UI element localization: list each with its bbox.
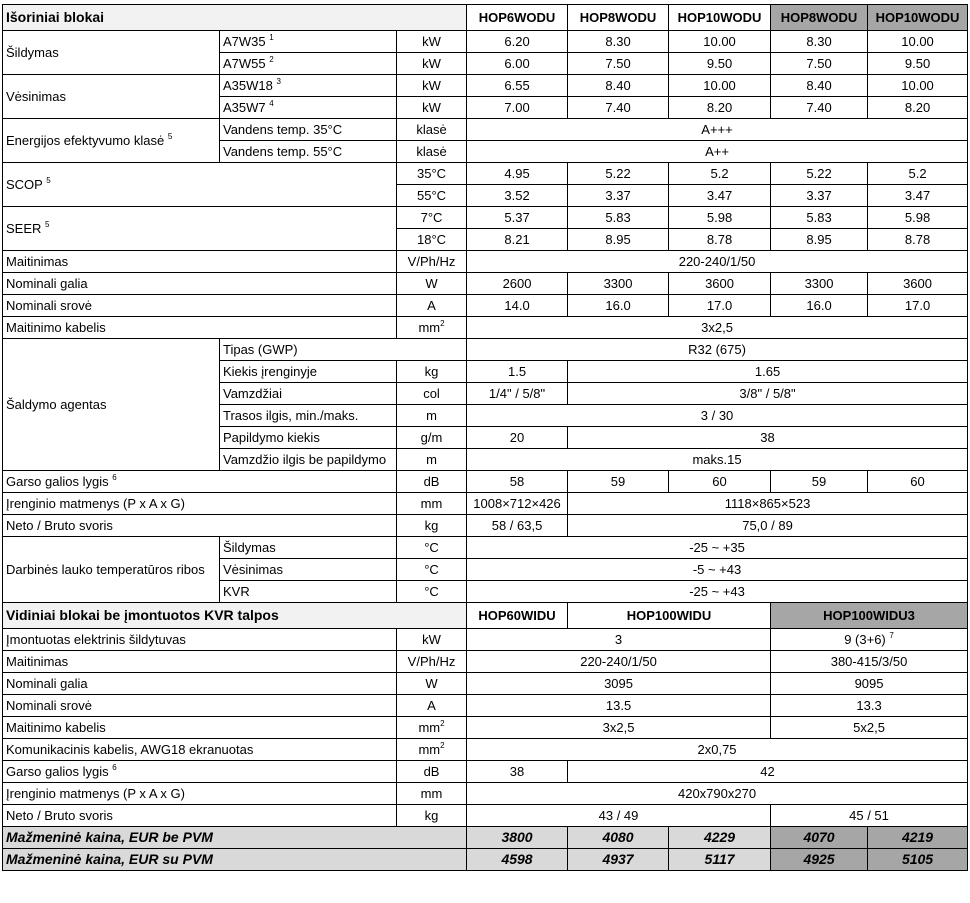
price-label: Mažmeninė kaina, EUR be PVM — [3, 827, 467, 849]
value-cell: 13.5 — [467, 695, 771, 717]
value-cell: 5.22 — [568, 163, 669, 185]
value-cell: 9.50 — [868, 53, 968, 75]
price-value: 5105 — [868, 849, 968, 871]
unit-cell: $mm^2$ — [397, 717, 467, 739]
row-label: Komunikacinis kabelis, AWG18 ekranuotas — [3, 739, 397, 761]
table-row — [3, 673, 968, 695]
table-row — [3, 629, 968, 651]
price-value: 4229 — [669, 827, 771, 849]
value-cell: 38 — [568, 427, 968, 449]
unit-cell: 55°C — [397, 185, 467, 207]
value-cell: 60 — [868, 471, 968, 493]
scop-label: SCOP $^5$ — [3, 163, 397, 207]
outdoor-model-2: HOP8WODU — [568, 5, 669, 31]
value-cell: 1008×712×426 — [467, 493, 568, 515]
row-label: Nominali galia — [3, 673, 397, 695]
value-cell: A++ — [467, 141, 968, 163]
value-cell: 5.2 — [868, 163, 968, 185]
value-cell: 1.5 — [467, 361, 568, 383]
price-row-with-vat — [3, 849, 968, 871]
value-cell: -25 ~ +43 — [467, 581, 968, 603]
price-value: 4219 — [868, 827, 968, 849]
unit-cell: W — [397, 273, 467, 295]
unit-cell: 35°C — [397, 163, 467, 185]
table-row — [3, 651, 968, 673]
table-row — [3, 761, 968, 783]
value-cell: 7.00 — [467, 97, 568, 119]
value-cell: 42 — [568, 761, 968, 783]
value-cell: 58 — [467, 471, 568, 493]
condition-cell: Vamzdžio ilgis be papildymo — [220, 449, 397, 471]
unit-cell: kW — [397, 53, 467, 75]
seer-label: SEER $^5$ — [3, 207, 397, 251]
table-row — [3, 339, 968, 361]
condition-cell: KVR — [220, 581, 397, 603]
unit-cell: A — [397, 695, 467, 717]
unit-cell: kg — [397, 805, 467, 827]
table-row — [3, 119, 968, 141]
value-cell: 5.37 — [467, 207, 568, 229]
value-cell: 3 — [467, 629, 771, 651]
table-row — [3, 163, 968, 185]
value-cell: 3095 — [467, 673, 771, 695]
condition-cell: Vamzdžiai — [220, 383, 397, 405]
table-row — [3, 251, 968, 273]
value-cell: 10.00 — [868, 31, 968, 53]
value-cell: 4.95 — [467, 163, 568, 185]
value-cell: 5x2,5 — [771, 717, 968, 739]
value-cell: 5.22 — [771, 163, 868, 185]
table-row — [3, 805, 968, 827]
unit-cell: kW — [397, 75, 467, 97]
value-cell: 9.50 — [669, 53, 771, 75]
unit-cell: °C — [397, 581, 467, 603]
value-cell: 5.98 — [868, 207, 968, 229]
value-cell: 9 (3+6) $^7$ — [771, 629, 968, 651]
value-cell: 420x790x270 — [467, 783, 968, 805]
unit-cell: $mm^2$ — [397, 739, 467, 761]
value-cell: 10.00 — [868, 75, 968, 97]
unit-cell: $mm^2$ — [397, 317, 467, 339]
table-row — [3, 515, 968, 537]
value-cell: 59 — [771, 471, 868, 493]
row-label: Įrenginio matmenys (P x A x G) — [3, 493, 397, 515]
value-cell: 3.37 — [771, 185, 868, 207]
row-label: Nominali galia — [3, 273, 397, 295]
value-cell: 20 — [467, 427, 568, 449]
row-label: Maitinimas — [3, 651, 397, 673]
unit-cell: kW — [397, 629, 467, 651]
value-cell: 43 / 49 — [467, 805, 771, 827]
condition-cell: Vandens temp. 55°C — [220, 141, 397, 163]
value-cell: 14.0 — [467, 295, 568, 317]
value-cell: 5.98 — [669, 207, 771, 229]
value-cell: 7.40 — [771, 97, 868, 119]
unit-cell: kW — [397, 97, 467, 119]
condition-cell: Trasos ilgis, min./maks. — [220, 405, 397, 427]
table-row — [3, 317, 968, 339]
value-cell: 3300 — [771, 273, 868, 295]
condition-cell: Vandens temp. 35°C — [220, 119, 397, 141]
value-cell: 6.20 — [467, 31, 568, 53]
unit-cell: dB — [397, 761, 467, 783]
table-row — [3, 75, 968, 97]
unit-cell: m — [397, 449, 467, 471]
value-cell: 8.78 — [669, 229, 771, 251]
value-cell: R32 (675) — [467, 339, 968, 361]
value-cell: 220-240/1/50 — [467, 651, 771, 673]
value-cell: 5.83 — [568, 207, 669, 229]
heating-label: Šildymas — [3, 31, 220, 75]
price-value: 5117 — [669, 849, 771, 871]
table-row — [3, 273, 968, 295]
value-cell: 3600 — [868, 273, 968, 295]
indoor-model-2: HOP100WIDU — [568, 603, 771, 629]
outdoor-section-title: Išoriniai blokai — [3, 5, 467, 31]
indoor-model-3: HOP100WIDU3 — [771, 603, 968, 629]
row-label: Įrenginio matmenys (P x A x G) — [3, 783, 397, 805]
unit-cell: 7°C — [397, 207, 467, 229]
row-label: Neto / Bruto svoris — [3, 805, 397, 827]
value-cell: 45 / 51 — [771, 805, 968, 827]
value-cell: 58 / 63,5 — [467, 515, 568, 537]
value-cell: 8.40 — [568, 75, 669, 97]
value-cell: 8.20 — [868, 97, 968, 119]
unit-cell: °C — [397, 537, 467, 559]
value-cell: 16.0 — [568, 295, 669, 317]
value-cell: 3 / 30 — [467, 405, 968, 427]
value-cell: 220-240/1/50 — [467, 251, 968, 273]
unit-cell: mm — [397, 493, 467, 515]
value-cell: 3/8" / 5/8" — [568, 383, 968, 405]
indoor-model-1: HOP60WIDU — [467, 603, 568, 629]
condition-cell: Papildymo kiekis — [220, 427, 397, 449]
value-cell: A+++ — [467, 119, 968, 141]
value-cell: 7.40 — [568, 97, 669, 119]
price-value: 4925 — [771, 849, 868, 871]
row-label: Maitinimo kabelis — [3, 317, 397, 339]
value-cell: 8.20 — [669, 97, 771, 119]
unit-cell: kg — [397, 361, 467, 383]
condition-cell: Tipas (GWP) — [220, 339, 467, 361]
value-cell: 6.55 — [467, 75, 568, 97]
value-cell: 10.00 — [669, 31, 771, 53]
unit-cell: V/Ph/Hz — [397, 251, 467, 273]
energy-label: Energijos efektyvumo klasė $^5$ — [3, 119, 220, 163]
value-cell: 59 — [568, 471, 669, 493]
indoor-header-row — [3, 603, 968, 629]
value-cell: 17.0 — [868, 295, 968, 317]
unit-cell: klasė — [397, 141, 467, 163]
price-value: 4937 — [568, 849, 669, 871]
outdoor-model-4: HOP8WODU — [771, 5, 868, 31]
value-cell: 5.83 — [771, 207, 868, 229]
value-cell: 75,0 / 89 — [568, 515, 968, 537]
condition-cell: A35W7 $^4$ — [220, 97, 397, 119]
unit-cell: V/Ph/Hz — [397, 651, 467, 673]
value-cell: 3.47 — [868, 185, 968, 207]
condition-cell: A35W18 $^3$ — [220, 75, 397, 97]
table-row — [3, 695, 968, 717]
spec-table — [2, 4, 968, 871]
unit-cell: m — [397, 405, 467, 427]
condition-cell: Kiekis įrenginyje — [220, 361, 397, 383]
unit-cell: °C — [397, 559, 467, 581]
value-cell: 1.65 — [568, 361, 968, 383]
value-cell: 2x0,75 — [467, 739, 968, 761]
value-cell: 5.2 — [669, 163, 771, 185]
outdoor-model-1: HOP6WODU — [467, 5, 568, 31]
row-label: Neto / Bruto svoris — [3, 515, 397, 537]
table-row — [3, 537, 968, 559]
table-row — [3, 295, 968, 317]
value-cell: 10.00 — [669, 75, 771, 97]
value-cell: 3300 — [568, 273, 669, 295]
value-cell: 16.0 — [771, 295, 868, 317]
value-cell: 3x2,5 — [467, 317, 968, 339]
value-cell: 8.78 — [868, 229, 968, 251]
table-row — [3, 31, 968, 53]
price-value: 3800 — [467, 827, 568, 849]
row-label: Garso galios lygis $^6$ — [3, 761, 397, 783]
value-cell: 7.50 — [771, 53, 868, 75]
value-cell: 8.30 — [568, 31, 669, 53]
value-cell: maks.15 — [467, 449, 968, 471]
unit-cell: g/m — [397, 427, 467, 449]
outdoor-model-3: HOP10WODU — [669, 5, 771, 31]
value-cell: 13.3 — [771, 695, 968, 717]
unit-cell: col — [397, 383, 467, 405]
unit-cell: 18°C — [397, 229, 467, 251]
outdoor-header-row — [3, 5, 968, 31]
value-cell: -25 ~ +35 — [467, 537, 968, 559]
value-cell: -5 ~ +43 — [467, 559, 968, 581]
condition-cell: A7W55 $^2$ — [220, 53, 397, 75]
condition-cell: Šildymas — [220, 537, 397, 559]
value-cell: 1/4" / 5/8" — [467, 383, 568, 405]
value-cell: 6.00 — [467, 53, 568, 75]
value-cell: 3.52 — [467, 185, 568, 207]
condition-cell: A7W35 $^1$ — [220, 31, 397, 53]
value-cell: 9095 — [771, 673, 968, 695]
unit-cell: kW — [397, 31, 467, 53]
table-row — [3, 717, 968, 739]
row-label: Garso galios lygis $^6$ — [3, 471, 397, 493]
table-row — [3, 207, 968, 229]
refrigerant-label: Šaldymo agentas — [3, 339, 220, 471]
value-cell: 3x2,5 — [467, 717, 771, 739]
price-row-no-vat — [3, 827, 968, 849]
condition-cell: Vėsinimas — [220, 559, 397, 581]
row-label: Įmontuotas elektrinis šildytuvas — [3, 629, 397, 651]
row-label: Nominali srovė — [3, 695, 397, 717]
value-cell: 8.40 — [771, 75, 868, 97]
table-row — [3, 783, 968, 805]
row-label: Nominali srovė — [3, 295, 397, 317]
price-value: 4080 — [568, 827, 669, 849]
value-cell: 60 — [669, 471, 771, 493]
unit-cell: mm — [397, 783, 467, 805]
price-value: 4598 — [467, 849, 568, 871]
value-cell: 17.0 — [669, 295, 771, 317]
table-row — [3, 493, 968, 515]
value-cell: 8.95 — [568, 229, 669, 251]
value-cell: 3600 — [669, 273, 771, 295]
value-cell: 8.95 — [771, 229, 868, 251]
unit-cell: A — [397, 295, 467, 317]
row-label: Maitinimas — [3, 251, 397, 273]
value-cell: 7.50 — [568, 53, 669, 75]
value-cell: 3.37 — [568, 185, 669, 207]
value-cell: 38 — [467, 761, 568, 783]
value-cell: 380-415/3/50 — [771, 651, 968, 673]
unit-cell: W — [397, 673, 467, 695]
unit-cell: kg — [397, 515, 467, 537]
value-cell: 3.47 — [669, 185, 771, 207]
value-cell: 8.30 — [771, 31, 868, 53]
outdoor-model-5: HOP10WODU — [868, 5, 968, 31]
row-label: Maitinimo kabelis — [3, 717, 397, 739]
unit-cell: klasė — [397, 119, 467, 141]
price-value: 4070 — [771, 827, 868, 849]
value-cell: 8.21 — [467, 229, 568, 251]
table-row — [3, 739, 968, 761]
value-cell: 1118×865×523 — [568, 493, 968, 515]
cooling-label: Vėsinimas — [3, 75, 220, 119]
price-label: Mažmeninė kaina, EUR su PVM — [3, 849, 467, 871]
indoor-section-title: Vidiniai blokai be įmontuotos KVR talpos — [3, 603, 467, 629]
value-cell: 2600 — [467, 273, 568, 295]
unit-cell: dB — [397, 471, 467, 493]
table-row — [3, 471, 968, 493]
op-temp-label: Darbinės lauko temperatūros ribos — [3, 537, 220, 603]
